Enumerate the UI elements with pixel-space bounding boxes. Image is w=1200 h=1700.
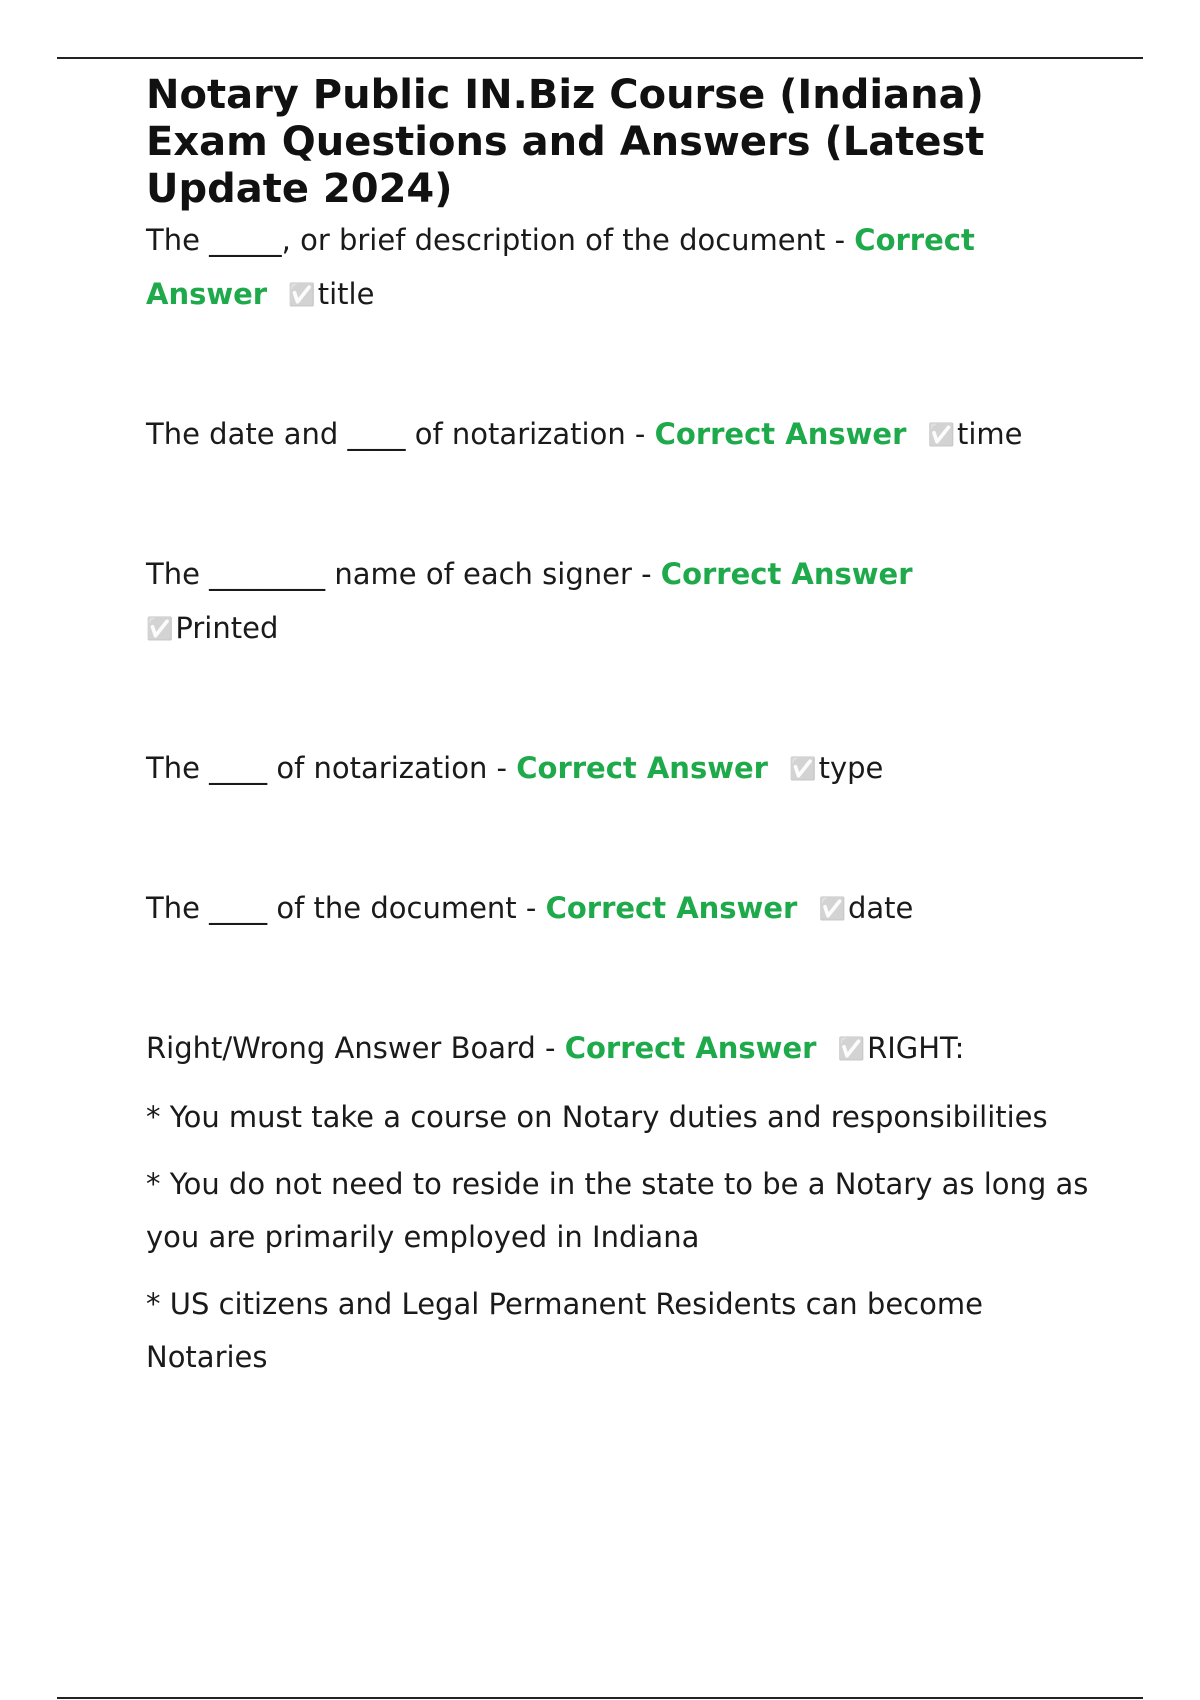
qa-item-2 [146,407,1106,463]
bottom-divider [57,1697,1143,1699]
document-title: Notary Public IN.Biz Course (Indiana) Exam Questions and Answers (Latest Update 2024) [146,72,985,212]
question-text: The ____ of the document - [146,891,537,925]
check-circle-icon: ✅ [837,1037,866,1062]
answer-text: time [957,417,1023,451]
qa-item-1 [146,213,1106,323]
correct-answer-label: Correct Answer [516,751,768,785]
answer-text: title [317,277,375,311]
check-circle-icon: ✅ [789,757,817,782]
document-body [146,72,1106,1384]
answer-text: Printed [175,611,279,645]
question-text: The _____, or brief description of the document - [146,223,846,257]
top-divider [57,57,1143,59]
question-text: The ________ name of each signer - [146,557,652,591]
correct-answer-label: Correct Answer [564,1031,817,1065]
answer-text: type [818,751,884,785]
question-text: The ____ of notarization - [146,751,508,785]
correct-answer-label: Correct Answer [146,223,975,311]
question-text: The date and ____ of notarization - [146,417,646,451]
bullet-item: * US citizens and Legal Permanent Residents can become Notaries [146,1287,983,1374]
qa-item-6 [146,1021,1106,1077]
answer-text: RIGHT: [867,1031,965,1065]
bullet-item: * You must take a course on Notary duties and responsibilities [146,1100,1048,1134]
correct-answer-label: Correct Answer [654,417,907,451]
answer-text: date [847,891,914,925]
qa-item-5 [146,881,1106,937]
check-circle-icon: ✅ [818,897,846,922]
check-circle-icon: ✅ [288,283,316,308]
correct-answer-label: Correct Answer [660,557,913,591]
correct-answer-label: Correct Answer [545,891,798,925]
qa-item-4 [146,741,1106,797]
question-text: Right/Wrong Answer Board - [146,1031,556,1065]
check-circle-icon: ✅ [927,423,955,448]
check-circle-icon: ✅ [146,617,174,642]
qa-item-3 [146,547,1106,657]
bullet-item: * You do not need to reside in the state to be a Notary as long as you are primarily employed in Indiana [146,1167,1089,1254]
